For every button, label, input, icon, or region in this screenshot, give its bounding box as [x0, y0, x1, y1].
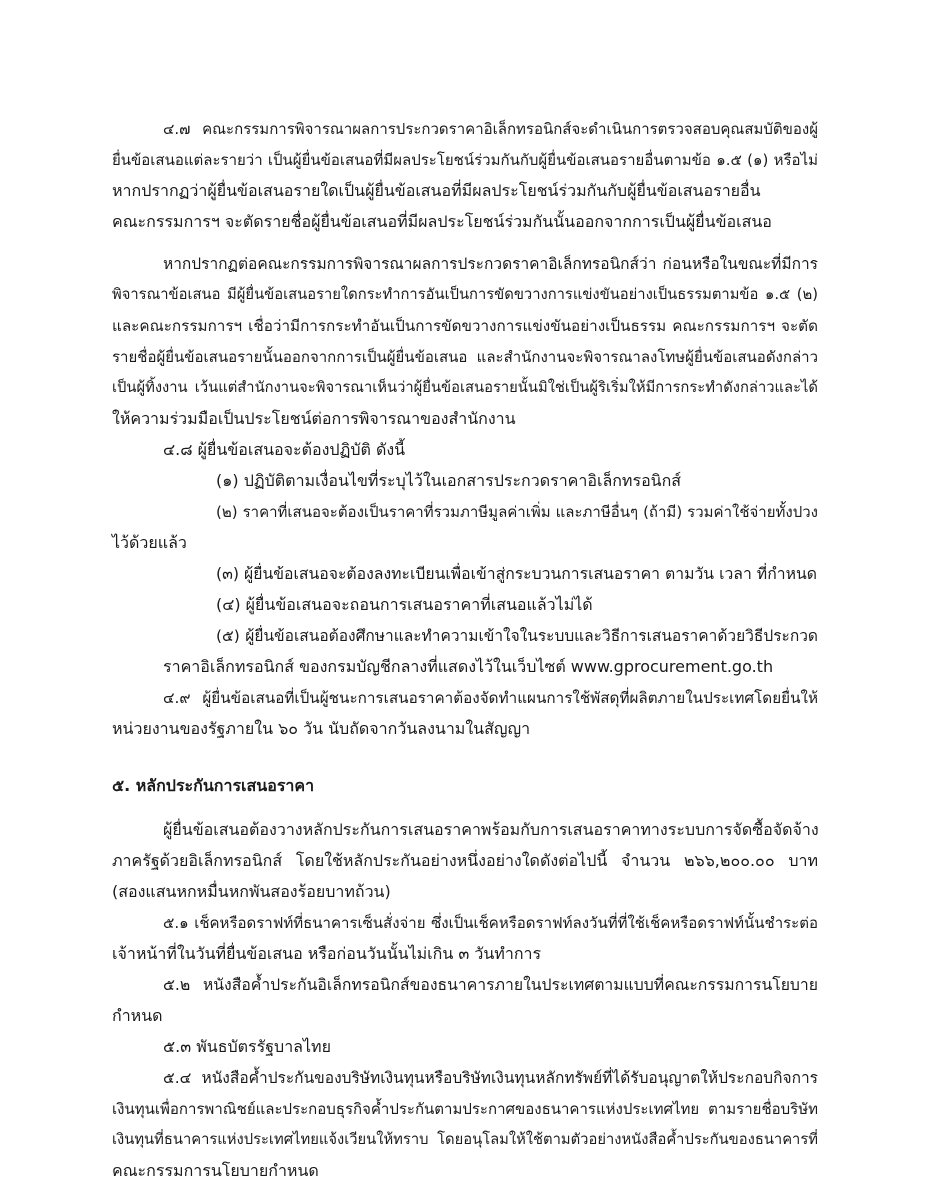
item-4-8-5-line-2: ราคาอิเล็กทรอนิกส์ ของกรมบัญชีกลางที่แสดงไว้ในเว็บไซต์ www.gprocurement.go.th	[163, 657, 774, 676]
para-5-2-line-2: กำหนด	[112, 1006, 163, 1025]
item-4-8-5-line-1: (๕) ผู้ยื่นข้อเสนอต้องศึกษาและทำความเข้าใจในระบบและวิธีการเสนอราคาด้วยวิธีประกวด	[216, 627, 818, 645]
para-5-2-line-1: ๕.๒ หนังสือค้ำประกันอิเล็กทรอนิกส์ของธนาคารภายในประเทศตามแบบที่คณะกรรมการนโยบาย	[163, 975, 818, 994]
para-4-7b-line-2: พิจารณาข้อเสนอ มีผู้ยื่นข้อเสนอรายใดกระทำการอันเป็นการขัดขวางการแข่งขันอย่างเป็นธรรมตามข้อ ๑.๕ (๒)	[112, 286, 818, 303]
para-5-1-line-2: เจ้าหน้าที่ในวันที่ยื่นข้อเสนอ หรือก่อนวันนั้นไม่เกิน ๓ วันทำการ	[112, 944, 542, 963]
para-5-4-line-3: เงินทุนที่ธนาคารแห่งประเทศไทยแจ้งเวียนให้ทราบ โดยอนุโลมให้ใช้ตามตัวอย่างหนังสือค้ำประกันของธนาคารที่	[112, 1131, 818, 1148]
para-4-9-line-2: หน่วยงานของรัฐภายใน ๖๐ วัน นับถัดจากวันลงนามในสัญญา	[112, 719, 531, 738]
para-5-line-2: ภาครัฐด้วยอิเล็กทรอนิกส์ โดยใช้หลักประกันอย่างหนึ่งอย่างใดดังต่อไปนี้ จำนวน ๒๖๖,๒๐๐.๐๐ บาท	[112, 851, 818, 870]
para-4-7-line-4: คณะกรรมการฯ จะตัดรายชื่อผู้ยื่นข้อเสนอที่มีผลประโยชน์ร่วมกันนั้นออกจากการเป็นผู้ยื่นข้อเสนอ	[112, 212, 772, 231]
para-5-line-1: ผู้ยื่นข้อเสนอต้องวางหลักประกันการเสนอราคาพร้อมกับการเสนอราคาทางระบบการจัดซื้อจัดจ้าง	[163, 820, 819, 839]
para-4-7-line-3: หากปรากฏว่าผู้ยื่นข้อเสนอรายใดเป็นผู้ยื่นข้อเสนอที่มีผลประโยชน์ร่วมกันกับผู้ยื่นข้อเสนอรายอื่น	[112, 181, 761, 200]
item-4-8-1: (๑) ปฏิบัติตามเงื่อนไขที่ระบุไว้ในเอกสารประกวดราคาอิเล็กทรอนิกส์	[216, 471, 682, 490]
item-4-8-2-line-2: ไว้ด้วยแล้ว	[112, 533, 187, 552]
section-5-heading: ๕. หลักประกันการเสนอราคา	[112, 776, 315, 795]
para-4-7-line-1: ๔.๗ คณะกรรมการพิจารณาผลการประกวดราคาอิเล็กทรอนิกส์จะดำเนินการตรวจสอบคุณสมบัติของผู้	[163, 120, 818, 138]
item-4-8-2-line-1: (๒) ราคาที่เสนอจะต้องเป็นราคาที่รวมภาษีมูลค่าเพิ่ม และภาษีอื่นๆ (ถ้ามี) รวมค่าใช้จ่ายทั้งปวง	[216, 503, 818, 521]
para-4-7b-line-5: เป็นผู้ทิ้งงาน เว้นแต่สำนักงานจะพิจารณาเห็นว่าผู้ยื่นข้อเสนอรายนั้นมิใช่เป็นผู้ริเริ่มให้มีการกระทำดังกล่าวและได้	[112, 379, 818, 396]
para-5-4-line-1: ๕.๔ หนังสือค้ำประกันของบริษัทเงินทุนหรือบริษัทเงินทุนหลักทรัพย์ที่ได้รับอนุญาตให้ประกอบกิจการ	[163, 1069, 818, 1087]
para-4-7b-line-6: ให้ความร่วมมือเป็นประโยชน์ต่อการพิจารณาของสำนักงาน	[112, 409, 516, 428]
para-5-4-line-2: เงินทุนเพื่อการพาณิชย์และประกอบธุรกิจค้ำประกันตามประกาศของธนาคารแห่งประเทศไทย ตามรายชื่อบริษัท	[112, 1100, 818, 1118]
para-5-1-line-1: ๕.๑ เช็คหรือดราฟท์ที่ธนาคารเซ็นสั่งจ่าย ซึ่งเป็นเช็คหรือดราฟท์ลงวันที่ที่ใช้เช็คหรือดราฟท์นั้นชำระต่อ	[163, 914, 818, 932]
para-4-7b-line-3: และคณะกรรมการฯ เชื่อว่ามีการกระทำอันเป็นการขัดขวางการแข่งขันอย่างเป็นธรรม คณะกรรมการฯ จะตัด	[112, 317, 818, 335]
para-5-line-3: (สองแสนหกหมื่นหกพันสองร้อยบาทถ้วน)	[112, 882, 391, 901]
para-4-7b-line-4: รายชื่อผู้ยื่นข้อเสนอรายนั้นออกจากการเป็นผู้ยื่นข้อเสนอ และสำนักงานจะพิจารณาลงโทษผู้ยื่นข้อเสนอดังกล่าว	[112, 348, 818, 366]
para-4-9-line-1: ๔.๙ ผู้ยื่นข้อเสนอที่เป็นผู้ชนะการเสนอราคาต้องจัดทำแผนการใช้พัสดุที่ผลิตภายในประเทศโดยยื่นให้	[163, 689, 818, 707]
para-4-7b-line-1: หากปรากฏต่อคณะกรรมการพิจารณาผลการประกวดราคาอิเล็กทรอนิกส์ว่า ก่อนหรือในขณะที่มีการ	[163, 255, 818, 273]
item-4-8-3: (๓) ผู้ยื่นข้อเสนอจะต้องลงทะเบียนเพื่อเข้าสู่กระบวนการเสนอราคา ตามวัน เวลา ที่กำหนด	[216, 564, 817, 583]
para-5-4-line-4: คณะกรรมการนโยบายกำหนด	[112, 1161, 319, 1180]
para-4-7-line-2: ยื่นข้อเสนอแต่ละรายว่า เป็นผู้ยื่นข้อเสนอที่มีผลประโยชน์ร่วมกันกับผู้ยื่นข้อเสนอรายอื่นตามข้อ ๑.๕ (๑) หรือไม่	[112, 151, 818, 169]
item-4-8-4: (๔) ผู้ยื่นข้อเสนอจะถอนการเสนอราคาที่เสนอแล้วไม่ได้	[216, 595, 593, 614]
para-5-3: ๕.๓ พันธบัตรรัฐบาลไทย	[163, 1037, 331, 1056]
para-4-8-heading: ๔.๘ ผู้ยื่นข้อเสนอจะต้องปฏิบัติ ดังนี้	[163, 440, 406, 459]
